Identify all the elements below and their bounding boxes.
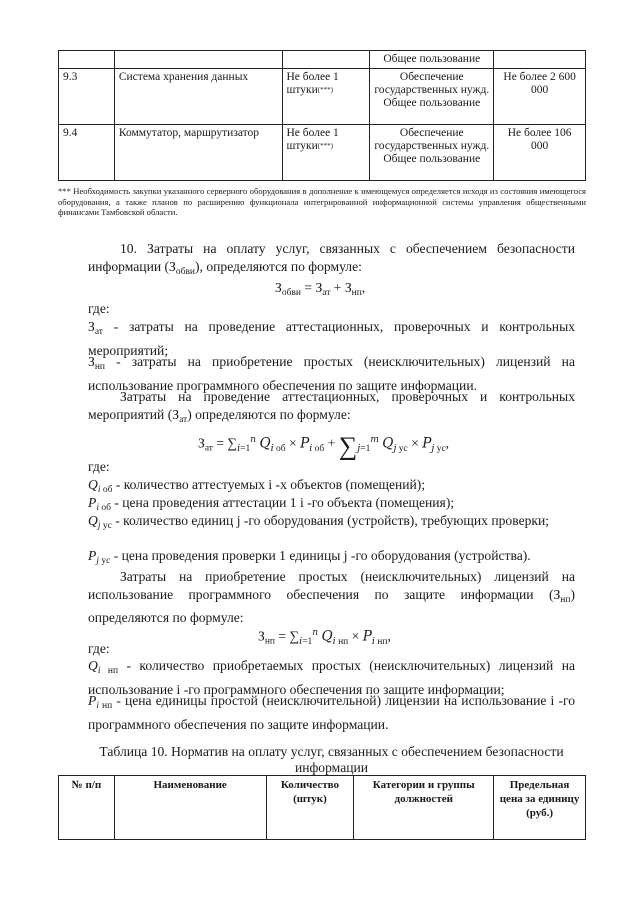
formula-znp: $З_{нп} = \sum_{i=1}^n$ $Q_{i нп} \times P_{i нп}$,	[258, 628, 391, 647]
definition-qjus: $Q_{j ус}$ - количество единиц j -го оборудования (устройств), требующих проверки;	[88, 513, 550, 531]
definition-pinp: $P_{i нп}$ - цена единицы простой (неисключительной) лицензии на использование i -го программного обеспечения по защите информации.	[88, 693, 575, 732]
definition-qiob: $Q_{i об}$ - количество аттестуемых i -х объектов (помещений);	[88, 477, 426, 495]
table-cell: Общее пользование	[370, 51, 494, 69]
definition-pjus: $P_{j ус}$ - цена проведения проверки 1 единицы j -го оборудования (устройства).	[88, 548, 531, 566]
paragraph-znp: Затраты на приобретение простых (неисключительных) лицензий на использование программного обеспечения по защите информации $(З_{нп})$ определяются по формуле:	[88, 569, 575, 625]
definition-zat: $З_{ат}$ - затраты на проведение аттестационных, проверочных и контрольных мероприятий;	[88, 319, 575, 358]
formula-total: $З_{обви} = З_{ат} + З_{нп}$,	[275, 280, 366, 298]
item-name: Система хранения данных	[114, 69, 282, 125]
item-qty: Не более 1 штуки	[286, 71, 339, 96]
header-name: Наименование	[114, 776, 266, 840]
where-label: где:	[88, 301, 110, 316]
equipment-table	[58, 50, 586, 181]
item-category: Обеспечение государственных нужд. Общее пользование	[370, 125, 494, 181]
table-row	[59, 69, 586, 125]
row-number: 9.3	[59, 69, 115, 125]
item-qty: Не более 1 штуки	[286, 127, 339, 152]
footnote: *** Необходимость закупки указанного серверного оборудования в дополнение к имеющемуся определяется исходя из состояния имеющегося оборудования, а также планов по расширению функционала интегрированной информационной системы управления общественными финансами Тамбовской области.	[58, 186, 586, 217]
where-label: где:	[88, 459, 110, 474]
definition-qinp: $Q_{i нп}$ - количество приобретаемых простых (неисключительных) лицензий на использование i -го программного обеспечения по защите информации;	[88, 658, 575, 697]
definition-piob: $P_{i об}$ - цена проведения аттестации 1 i -го объекта (помещения);	[88, 495, 455, 513]
table-caption: Таблица 10. Норматив на оплату услуг, связанных с обеспечением безопасности информации	[99, 744, 564, 775]
table-row	[59, 125, 586, 181]
header-number: № п/п	[59, 776, 115, 840]
header-qty: Количество (штук)	[266, 776, 354, 840]
paragraph-10: 10. Затраты на оплату услуг, связанных с обеспечением безопасности информации $(З_{обви})$, определяются по формуле:	[88, 241, 575, 277]
paragraph-zat: Затраты на проведение аттестационных, проверочных и контрольных мероприятий $(З_{ат})$ определяются по формуле:	[88, 389, 575, 425]
item-price: Не более 2 600 000	[494, 69, 586, 125]
item-name: Коммутатор, маршрутизатор	[114, 125, 282, 181]
header-category: Категории и группы должностей	[354, 776, 494, 840]
formula-zat: $З_{ат} = \sum_{i=1}^n$ $Q_{i об} \times P_{i об} + \sum_{j=1}^m$ $Q_{j ус} \times P_{j ус}$,	[198, 431, 450, 461]
header-price: Предельная цена за единицу (руб.)	[494, 776, 586, 840]
table-header-row	[59, 776, 586, 840]
table-row	[59, 51, 586, 69]
row-number: 9.4	[59, 125, 115, 181]
footnote-mark: (***)	[317, 142, 333, 150]
where-label: где:	[88, 641, 110, 656]
item-price: Не более 106 000	[494, 125, 586, 181]
footnote-mark: (***)	[317, 86, 333, 94]
norms-table	[58, 775, 586, 840]
item-category: Обеспечение государственных нужд. Общее пользование	[370, 69, 494, 125]
definition-znp: $З_{нп}$ - затраты на приобретение простых (неисключительных) лицензий на использование программного обеспечения по защите информации.	[88, 354, 575, 393]
